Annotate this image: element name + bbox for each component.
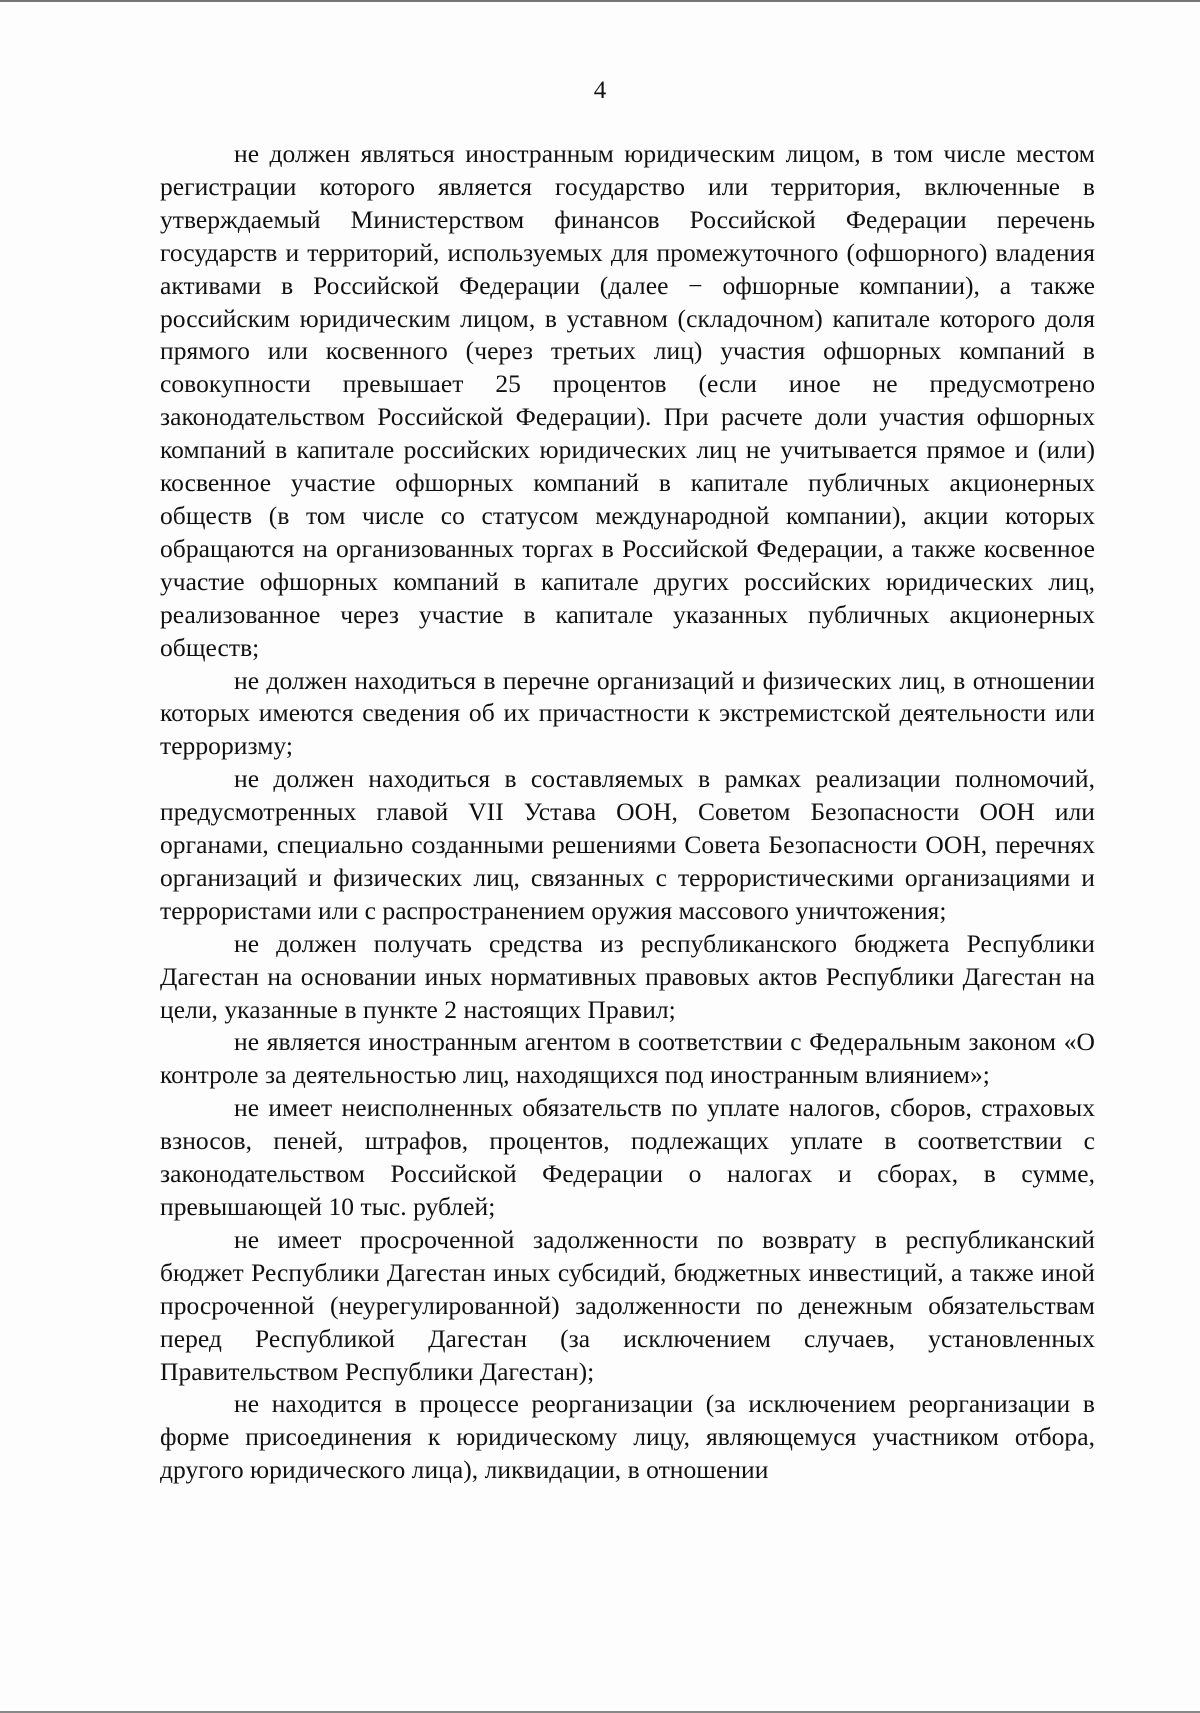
page-number: 4 [593,77,607,104]
paragraph-tax-obligations: не имеет неисполненных обязательств по уплате налогов, сборов, страховых взносов, пеней, штрафов, процентов, подлежащих уплате в соответствии с законодательством Российской Федерации о налогах и сборах, в сумме, превышающей 10 тыс. рублей; [160,1093,1095,1221]
scan-edge-top [0,0,1200,2]
paragraph-overdue-debt: не имеет просроченной задолженности по возврату в республиканский бюджет Республики Дагестан иных субсидий, бюджетных инвестиций, а также иной просроченной (неурегулированной) задолженности по денежным обязательствам перед Республикой Дагестан (за исключением случаев, установленных Правительством Республики Дагестан); [160,1224,1095,1386]
paragraph-offshore-companies: не должен являться иностранным юридическим лицом, в том числе местом регистрации которого является государство или территория, включенные в утверждаемый Министерством финансов Российской Федерации перечень государств и территорий, используемых для промежуточного (офшорного) владения активами в Российской Федерации (далее − офшорные компании), а также российским юридическим лицом, в уставном (складочном) капитале которого доля прямого или косвенного (через третьих лиц) участия офшорных компаний в совокупности превышает 25 процентов (если иное не предусмотрено законодательством Российской Федерации). При расчете доли участия офшорных компаний в капитале российских юридических лиц не учитывается прямое и (или) косвенное участие офшорных компаний в капитале публичных акционерных обществ (в том числе со статусом международной компании), акции которых обращаются на организованных торгах в Российской Федерации, а также косвенное участие офшорных компаний в капитале других российских юридических лиц, реализованное через участие в капитале указанных публичных акционерных обществ; [160,139,1095,662]
paragraph-extremism-list: не должен находиться в перечне организаций и физических лиц, в отношении которых имеются сведения об их причастности к экстремистской деятельности или терроризму; [160,665,1095,761]
paragraph-un-security-council-list: не должен находиться в составляемых в рамках реализации полномочий, предусмотренных главой VII Устава ООН, Советом Безопасности ООН или органами, специально созданными решениями Совета Безопасности ООН, перечнях организаций и физических лиц, связанных с террористическими организациями и террористами или с распространением оружия массового уничтожения; [160,764,1095,925]
paragraph-foreign-agent: не является иностранным агентом в соответствии с Федеральным законом «О контроле за деятельностью лиц, находящихся под иностранным влиянием»; [160,1027,1095,1090]
paragraph-budget-funds: не должен получать средства из республиканского бюджета Республики Дагестан на основании иных нормативных правовых актов Республики Дагестан на цели, указанные в пункте 2 настоящих Правил; [160,928,1095,1024]
paragraph-reorganization: не находится в процессе реорганизации (за исключением реорганизации в форме присоединения к юридическому лицу, являющемуся участником отбора, другого юридического лица), ликвидации, в отношении [160,1389,1095,1485]
document-body [160,138,1095,1487]
